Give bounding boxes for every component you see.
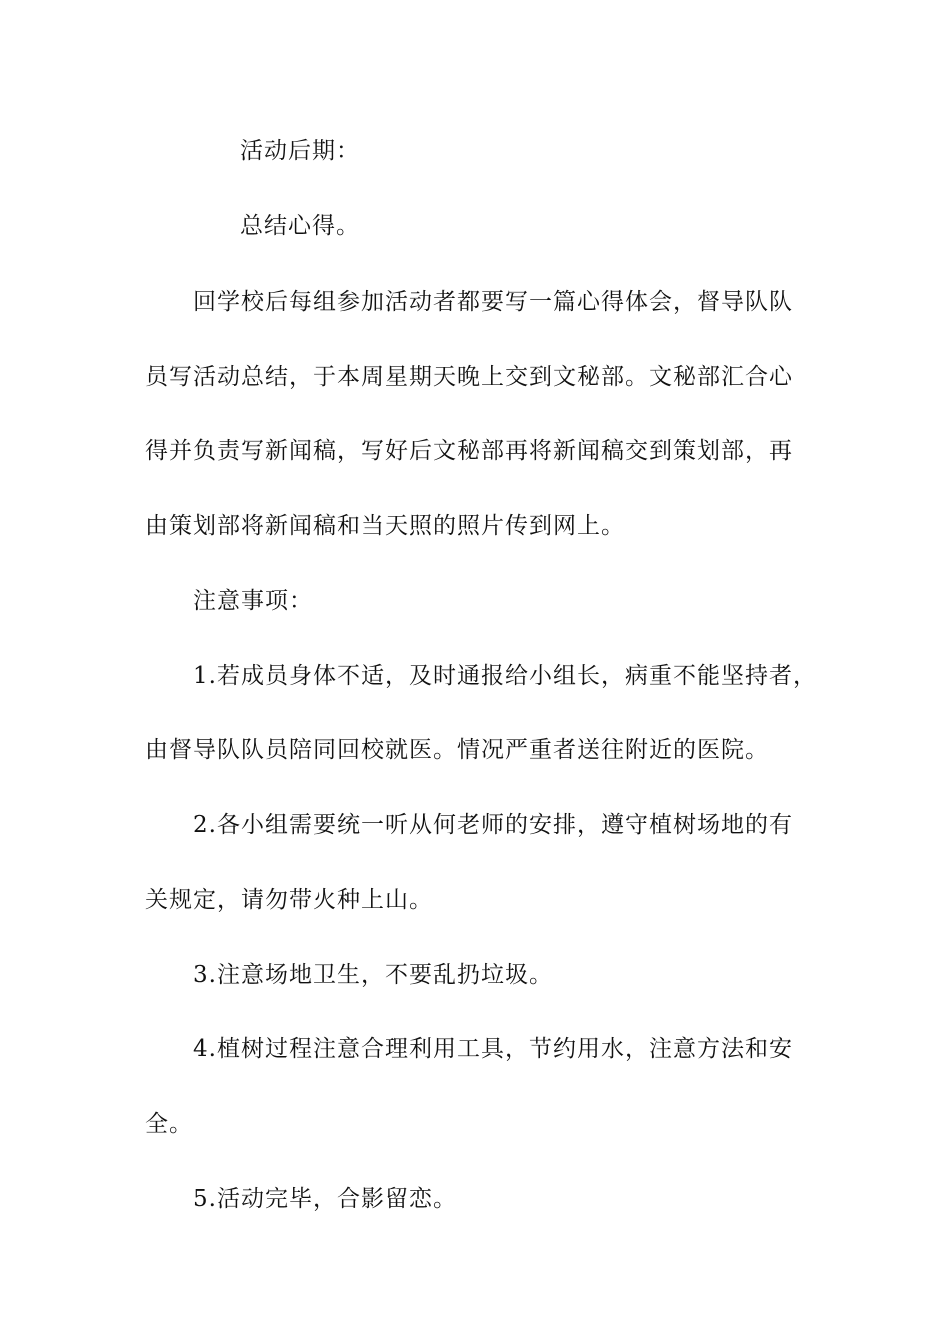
paragraph-line: 由策划部将新闻稿和当天照的照片传到网上。 <box>145 513 625 539</box>
note-item-1-line: 由督导队队员陪同回校就医。情况严重者送往附近的医院。 <box>145 737 769 763</box>
note-item-4-line: 4.植树过程注意合理利用工具，节约用水，注意方法和安 <box>193 1036 793 1062</box>
section-heading-phase: 活动后期： <box>240 138 360 164</box>
note-item-5-line: 5.活动完毕，合影留恋。 <box>193 1186 457 1212</box>
note-item-1-line: 1.若成员身体不适，及时通报给小组长，病重不能坚持者， <box>193 663 817 689</box>
notes-heading: 注意事项： <box>193 588 313 614</box>
section-heading-summary: 总结心得。 <box>240 213 360 239</box>
paragraph-line: 回学校后每组参加活动者都要写一篇心得体会，督导队队 <box>193 289 793 315</box>
note-item-4-line: 全。 <box>145 1111 193 1137</box>
note-item-2-line: 关规定，请勿带火种上山。 <box>145 887 433 913</box>
paragraph-line: 得并负责写新闻稿，写好后文秘部再将新闻稿交到策划部，再 <box>145 438 793 464</box>
note-item-3-line: 3.注意场地卫生，不要乱扔垃圾。 <box>193 962 553 988</box>
paragraph-line: 员写活动总结，于本周星期天晚上交到文秘部。文秘部汇合心 <box>145 364 793 390</box>
note-item-2-line: 2.各小组需要统一听从何老师的安排，遵守植树场地的有 <box>193 812 793 838</box>
